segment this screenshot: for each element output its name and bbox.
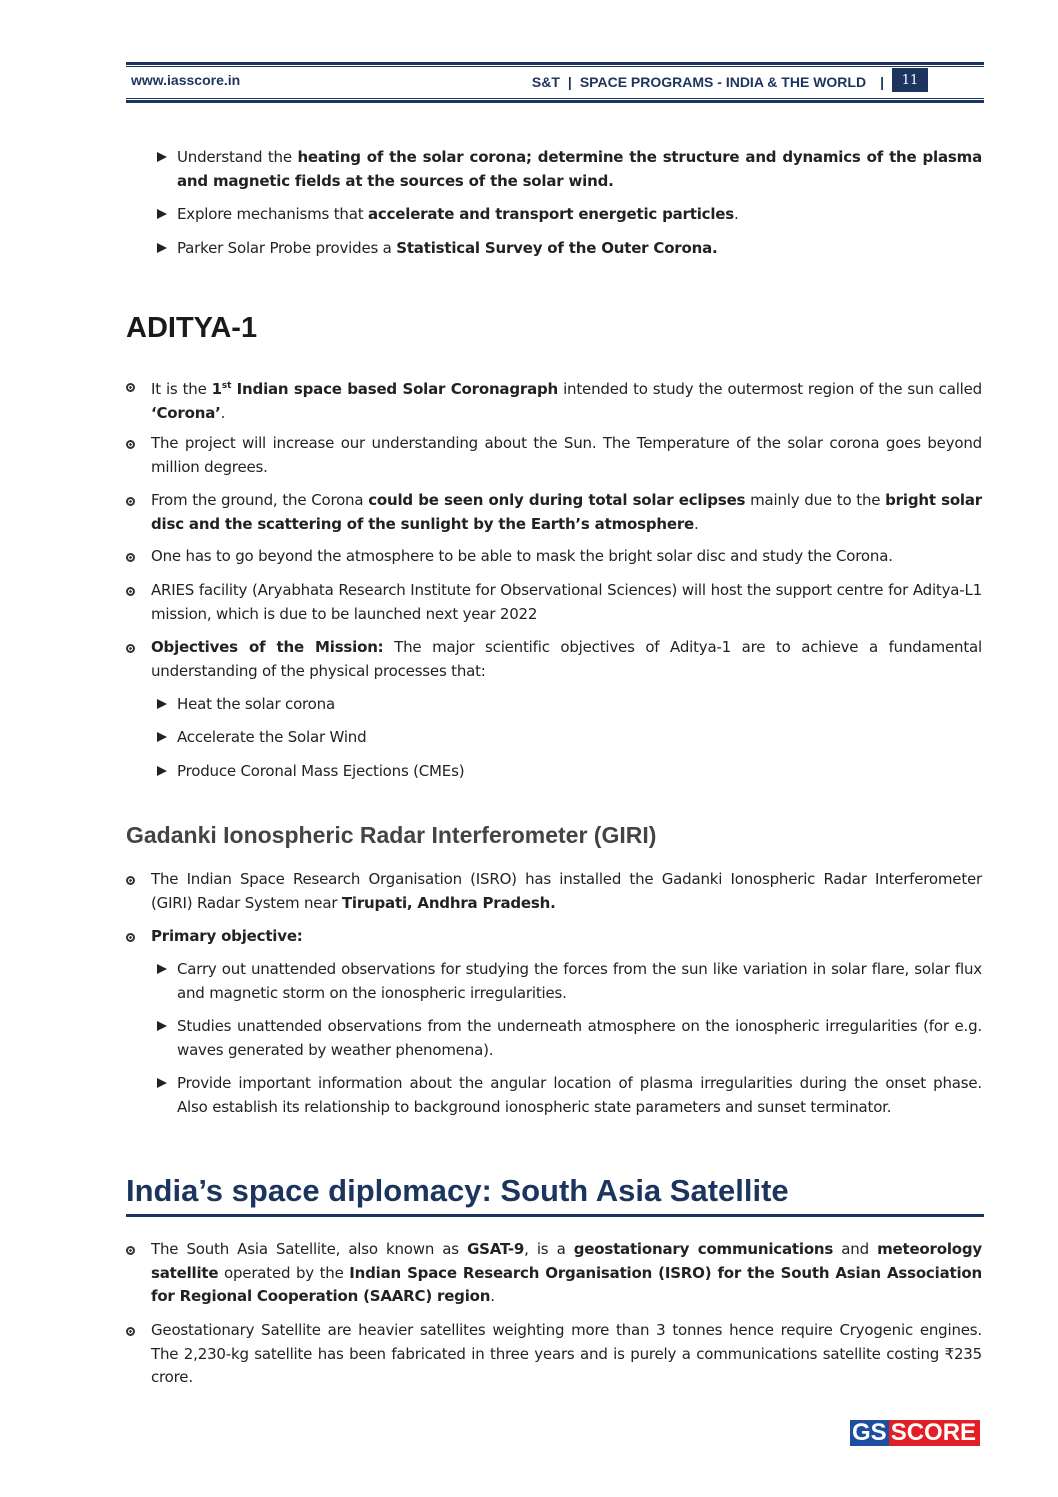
bold-text: 1 [211,380,222,398]
sub-bullet-item [177,1015,982,1062]
text: The Indian Space Research Organisation (ISRO) has installed the Gadanki Ionospheric Radar Interferometer (GIRI) Radar System near [151,870,982,912]
bullet-item [151,868,982,915]
gsscore-logo [850,1420,980,1446]
bullet-item [151,579,982,626]
section-heading-aditya: ADITYA-1 [126,312,258,344]
bold-text: st [221,381,232,391]
header-rule-bottom [126,100,984,103]
text: Explore mechanisms that [177,205,368,223]
triangle-bullet-icon [157,209,167,219]
bullet-icon [126,497,135,506]
bold-text: could be seen only during total solar eclipses [368,491,746,509]
header-rule-top-thin [126,66,984,67]
text: operated by the [218,1263,350,1282]
triangle-bullet-icon [157,243,167,253]
bold-text: meteorology satellite [151,1240,982,1282]
text: The major scientific objectives of Aditya-1 are to achieve a fundamental understanding of the physical processes that: [151,638,982,680]
sub-bullet-item [177,237,982,261]
sub-bullet-item [177,760,982,784]
heading-underline [126,1214,984,1217]
text: Geostationary Satellite are heavier satellites weighting more than 3 tonnes hence require Cryogenic engines. The 2,230-kg satellite has been fabricated in three years and is purely a communications satellite costing ₹235 crore. [151,1321,982,1386]
triangle-bullet-icon [157,732,167,742]
page-number: 11 [892,68,928,92]
sub-bullet-item [177,958,982,1005]
sub-bullet-item [177,1072,982,1119]
chapter-title: SPACE PROGRAMS - INDIA & THE WORLD [579,74,867,90]
bold-text: GSAT-9 [467,1240,525,1258]
sub-bullet-item [177,146,982,193]
bullet-icon [126,876,135,885]
bold-text: Statistical Survey of the Outer Corona. [396,239,718,257]
sub-bullet-item [177,693,982,717]
header-rule-bottom-thin [126,98,984,99]
header-rule-top [126,62,984,65]
section-heading-giri: Gadanki Ionospheric Radar Interferometer (GIRI) [126,822,657,848]
text: ARIES facility (Aryabhata Research Institute for Observational Sciences) will host the support centre for Aditya-L1 mission, which is due to be launched next year 2022 [151,581,982,623]
bullet-icon [126,383,135,392]
sub-bullet-item [177,726,982,750]
triangle-bullet-icon [157,766,167,776]
text: and [833,1240,878,1258]
text: One has to go beyond the atmosphere to be able to mask the bright solar disc and study the Corona. [151,547,893,565]
separator: | [567,74,572,90]
text: Parker Solar Probe provides a [177,239,397,257]
text: mainly due to the [745,491,886,509]
text: . [490,1287,495,1305]
bold-text: bright solar disc and the scattering of the sunlight by the Earth’s atmosphere [151,491,982,533]
bullet-icon [126,440,135,449]
text: . [734,205,739,223]
text: Heat the solar corona [177,695,335,713]
text: intended to study the outermost region of the sun called [558,380,982,398]
section-heading-diplomacy: India’s space diplomacy: South Asia Satellite [126,1173,789,1208]
bullet-icon [126,1246,135,1255]
text: Provide important information about the angular location of plasma irregularities during the onset phase. Also establish its relationship to background ionospheric state parameters and sunset terminator. [177,1074,982,1116]
text: Carry out unattended observations for studying the forces from the sun like variation in solar flare, solar flux and magnetic storm on the ionospheric irregularities. [177,960,982,1002]
text: Studies unattended observations from the underneath atmosphere on the ionospheric irregularities (for e.g. waves generated by weather phenomena). [177,1017,982,1059]
text: Understand the [177,148,298,166]
bullet-icon [126,1327,135,1336]
bullet-icon [126,644,135,653]
bold-text: geostationary communications [573,1240,834,1258]
text: . [220,403,226,422]
bullet-item [151,1319,982,1390]
text: . [694,514,699,533]
bullet-item [151,375,982,425]
bullet-item [151,545,982,569]
bold-text: accelerate and transport energetic particles [367,205,735,223]
bullet-item [151,432,982,479]
bullet-icon [126,587,135,596]
bullet-item [151,636,982,683]
logo-score: SCORE [889,1420,980,1446]
bullet-item [151,925,982,949]
subject-label: S&T [531,74,560,90]
bullet-item [151,489,982,536]
bold-text: Objectives of the Mission: [151,638,384,656]
text: Produce Coronal Mass Ejections (CMEs) [177,762,465,780]
triangle-bullet-icon [157,964,167,974]
text: , is a [524,1240,574,1258]
text: The South Asia Satellite, also known as [151,1240,468,1258]
website-link[interactable]: www.iasscore.in [131,72,241,88]
separator: | [880,74,884,90]
text: From the ground, the Corona [151,491,369,509]
running-header [532,72,928,92]
bullet-icon [126,933,135,942]
sub-bullet-item [177,203,982,227]
bold-text: heating of the solar corona; determine the structure and dynamics of the plasma and magnetic fields at the sources of the solar wind. [177,148,982,190]
text: Accelerate the Solar Wind [177,728,367,746]
bold-text: ‘Corona’ [151,403,221,422]
text: The project will increase our understanding about the Sun. The Temperature of the solar corona goes beyond million degrees. [151,434,982,476]
bullet-item [151,1238,982,1309]
bold-text: Indian Space Research Organisation (ISRO) for the South Asian Association for Regional Cooperation (SAARC) region [151,1263,982,1305]
bold-text: Tirupati, Andhra Pradesh. [341,893,556,912]
text: It is the [151,380,212,398]
bold-text: Primary objective: [151,927,303,945]
triangle-bullet-icon [157,699,167,709]
triangle-bullet-icon [157,152,167,162]
bold-text: Indian space based Solar Coronagraph [231,380,559,398]
logo-gs: GS [852,1419,887,1446]
triangle-bullet-icon [157,1021,167,1031]
triangle-bullet-icon [157,1078,167,1088]
bullet-icon [126,553,135,562]
